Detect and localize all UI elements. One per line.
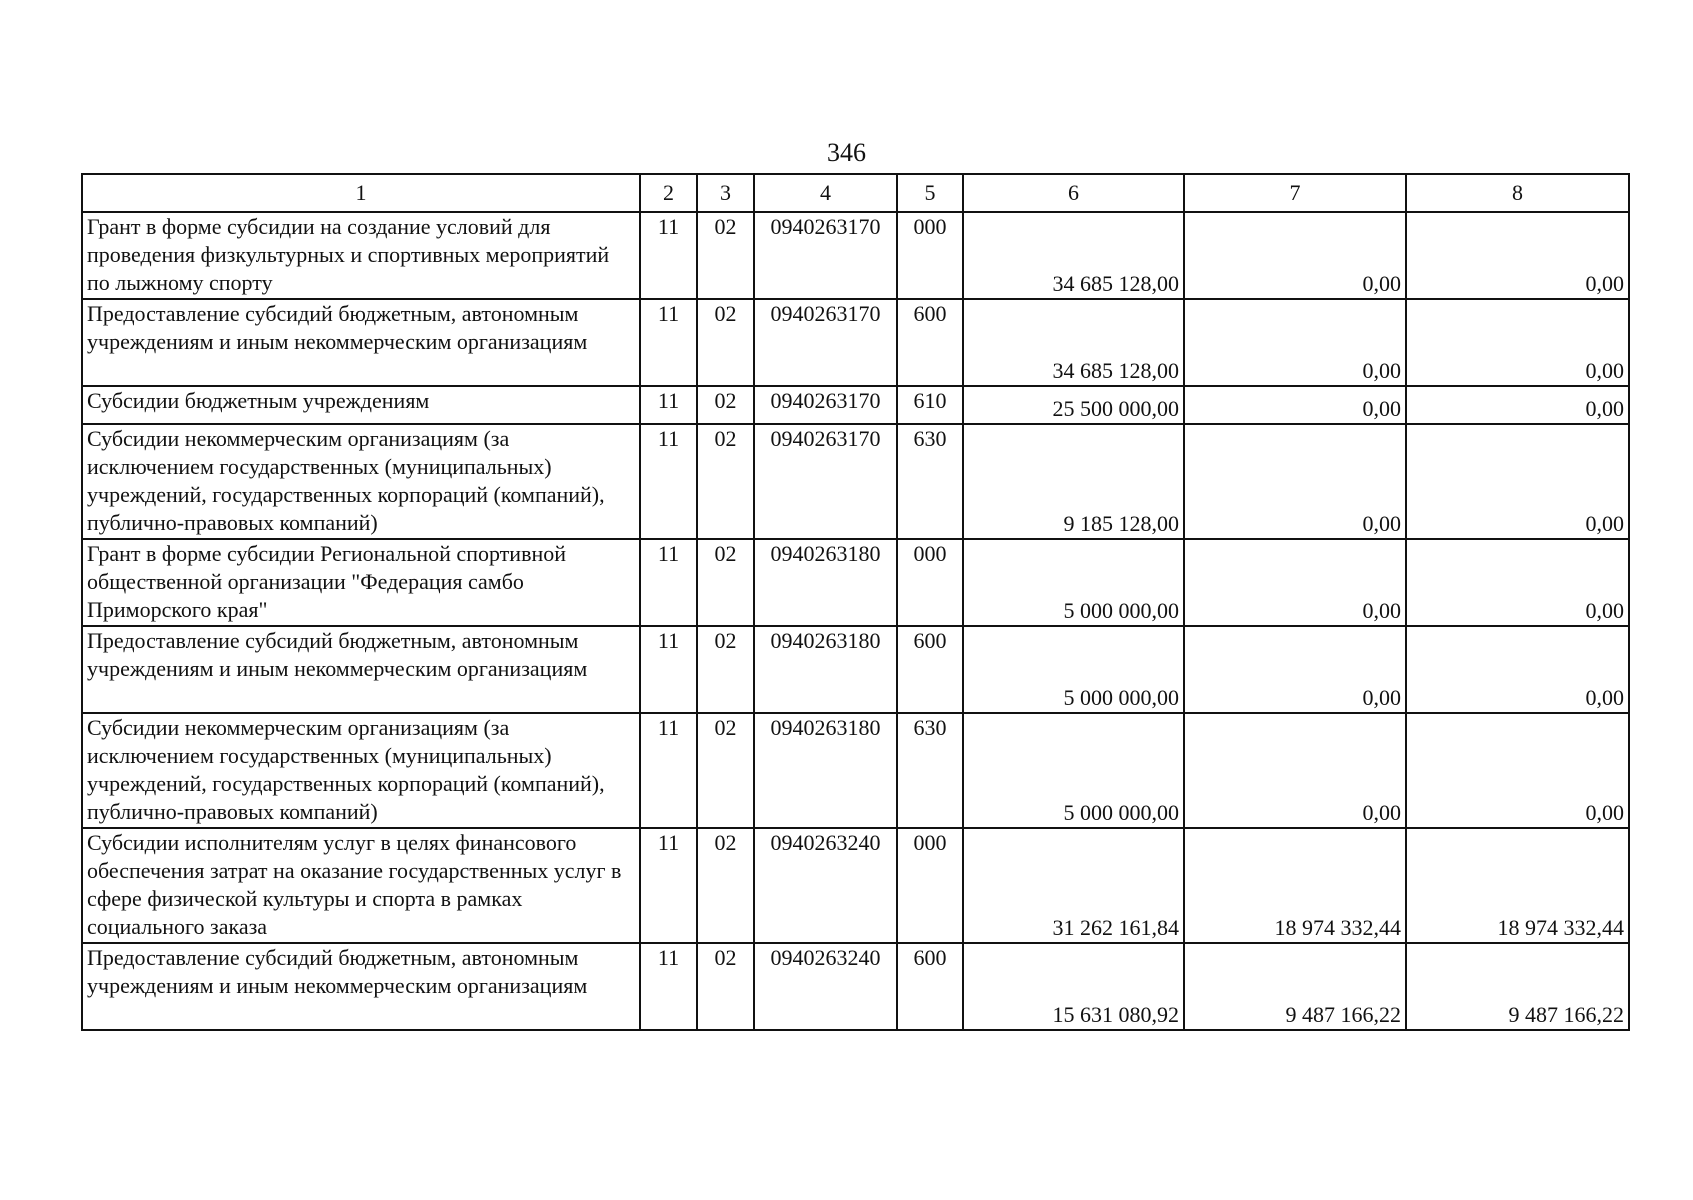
amount-col8: 0,00 bbox=[1406, 713, 1629, 828]
header-cell: 5 bbox=[897, 174, 963, 212]
table-row bbox=[82, 424, 1629, 539]
expense-type-code: 600 bbox=[897, 299, 963, 386]
expense-type-code: 630 bbox=[897, 424, 963, 539]
amount-col7: 0,00 bbox=[1184, 539, 1406, 626]
amount-col8: 0,00 bbox=[1406, 539, 1629, 626]
table-row bbox=[82, 713, 1629, 828]
section-code: 11 bbox=[640, 713, 697, 828]
subsection-code: 02 bbox=[697, 386, 754, 424]
expense-type-code: 000 bbox=[897, 212, 963, 299]
table-row bbox=[82, 828, 1629, 943]
subsection-code: 02 bbox=[697, 424, 754, 539]
row-description: Субсидии некоммерческим организациям (за исключением государственных (муниципальных) учреждений, государственных корпораций (компаний), публично-правовых компаний) bbox=[82, 713, 640, 828]
amount-col7: 18 974 332,44 bbox=[1184, 828, 1406, 943]
subsection-code: 02 bbox=[697, 943, 754, 1030]
row-description: Предоставление субсидий бюджетным, автономным учреждениям и иным некоммерческим организациям bbox=[82, 299, 640, 386]
amount-col8: 0,00 bbox=[1406, 626, 1629, 713]
row-description: Грант в форме субсидии Региональной спортивной общественной организации "Федерация самбо Приморского края" bbox=[82, 539, 640, 626]
target-article-code: 0940263180 bbox=[754, 626, 897, 713]
subsection-code: 02 bbox=[697, 539, 754, 626]
amount-col6: 34 685 128,00 bbox=[963, 212, 1184, 299]
table-row bbox=[82, 539, 1629, 626]
amount-col7: 0,00 bbox=[1184, 212, 1406, 299]
amount-col7: 0,00 bbox=[1184, 424, 1406, 539]
table-row bbox=[82, 943, 1629, 1030]
expense-type-code: 630 bbox=[897, 713, 963, 828]
amount-col7: 0,00 bbox=[1184, 299, 1406, 386]
subsection-code: 02 bbox=[697, 299, 754, 386]
target-article-code: 0940263170 bbox=[754, 386, 897, 424]
section-code: 11 bbox=[640, 386, 697, 424]
section-code: 11 bbox=[640, 299, 697, 386]
table-row bbox=[82, 212, 1629, 299]
section-code: 11 bbox=[640, 943, 697, 1030]
expense-type-code: 000 bbox=[897, 539, 963, 626]
header-cell: 8 bbox=[1406, 174, 1629, 212]
row-description: Предоставление субсидий бюджетным, автономным учреждениям и иным некоммерческим организациям bbox=[82, 626, 640, 713]
expense-type-code: 600 bbox=[897, 943, 963, 1030]
amount-col6: 5 000 000,00 bbox=[963, 539, 1184, 626]
amount-col7: 0,00 bbox=[1184, 626, 1406, 713]
target-article-code: 0940263170 bbox=[754, 299, 897, 386]
section-code: 11 bbox=[640, 424, 697, 539]
section-code: 11 bbox=[640, 626, 697, 713]
header-row bbox=[82, 174, 1629, 212]
row-description: Предоставление субсидий бюджетным, автономным учреждениям и иным некоммерческим организациям bbox=[82, 943, 640, 1030]
target-article-code: 0940263240 bbox=[754, 943, 897, 1030]
amount-col6: 34 685 128,00 bbox=[963, 299, 1184, 386]
subsection-code: 02 bbox=[697, 212, 754, 299]
header-cell: 2 bbox=[640, 174, 697, 212]
header-cell: 4 bbox=[754, 174, 897, 212]
section-code: 11 bbox=[640, 828, 697, 943]
section-code: 11 bbox=[640, 212, 697, 299]
row-description: Субсидии бюджетным учреждениям bbox=[82, 386, 640, 424]
target-article-code: 0940263170 bbox=[754, 424, 897, 539]
amount-col8: 0,00 bbox=[1406, 299, 1629, 386]
amount-col7: 0,00 bbox=[1184, 713, 1406, 828]
target-article-code: 0940263240 bbox=[754, 828, 897, 943]
amount-col6: 15 631 080,92 bbox=[963, 943, 1184, 1030]
table-row bbox=[82, 626, 1629, 713]
header-cell: 1 bbox=[82, 174, 640, 212]
table-row bbox=[82, 386, 1629, 424]
header-cell: 3 bbox=[697, 174, 754, 212]
amount-col6: 5 000 000,00 bbox=[963, 626, 1184, 713]
amount-col8: 0,00 bbox=[1406, 386, 1629, 424]
target-article-code: 0940263180 bbox=[754, 539, 897, 626]
amount-col6: 9 185 128,00 bbox=[963, 424, 1184, 539]
expense-type-code: 000 bbox=[897, 828, 963, 943]
row-description: Грант в форме субсидии на создание условий для проведения физкультурных и спортивных мероприятий по лыжному спорту bbox=[82, 212, 640, 299]
amount-col8: 9 487 166,22 bbox=[1406, 943, 1629, 1030]
subsection-code: 02 bbox=[697, 713, 754, 828]
row-description: Субсидии исполнителям услуг в целях финансового обеспечения затрат на оказание государственных услуг в сфере физической культуры и спорта в рамках социального заказа bbox=[82, 828, 640, 943]
table-row bbox=[82, 299, 1629, 386]
amount-col6: 25 500 000,00 bbox=[963, 386, 1184, 424]
amount-col8: 0,00 bbox=[1406, 424, 1629, 539]
expense-type-code: 610 bbox=[897, 386, 963, 424]
budget-table bbox=[81, 173, 1630, 1031]
target-article-code: 0940263180 bbox=[754, 713, 897, 828]
amount-col8: 18 974 332,44 bbox=[1406, 828, 1629, 943]
section-code: 11 bbox=[640, 539, 697, 626]
expense-type-code: 600 bbox=[897, 626, 963, 713]
subsection-code: 02 bbox=[697, 828, 754, 943]
subsection-code: 02 bbox=[697, 626, 754, 713]
amount-col6: 5 000 000,00 bbox=[963, 713, 1184, 828]
page-number: 346 bbox=[827, 138, 866, 167]
amount-col7: 9 487 166,22 bbox=[1184, 943, 1406, 1030]
header-cell: 7 bbox=[1184, 174, 1406, 212]
header-cell: 6 bbox=[963, 174, 1184, 212]
amount-col6: 31 262 161,84 bbox=[963, 828, 1184, 943]
amount-col8: 0,00 bbox=[1406, 212, 1629, 299]
row-description: Субсидии некоммерческим организациям (за исключением государственных (муниципальных) учреждений, государственных корпораций (компаний), публично-правовых компаний) bbox=[82, 424, 640, 539]
amount-col7: 0,00 bbox=[1184, 386, 1406, 424]
target-article-code: 0940263170 bbox=[754, 212, 897, 299]
